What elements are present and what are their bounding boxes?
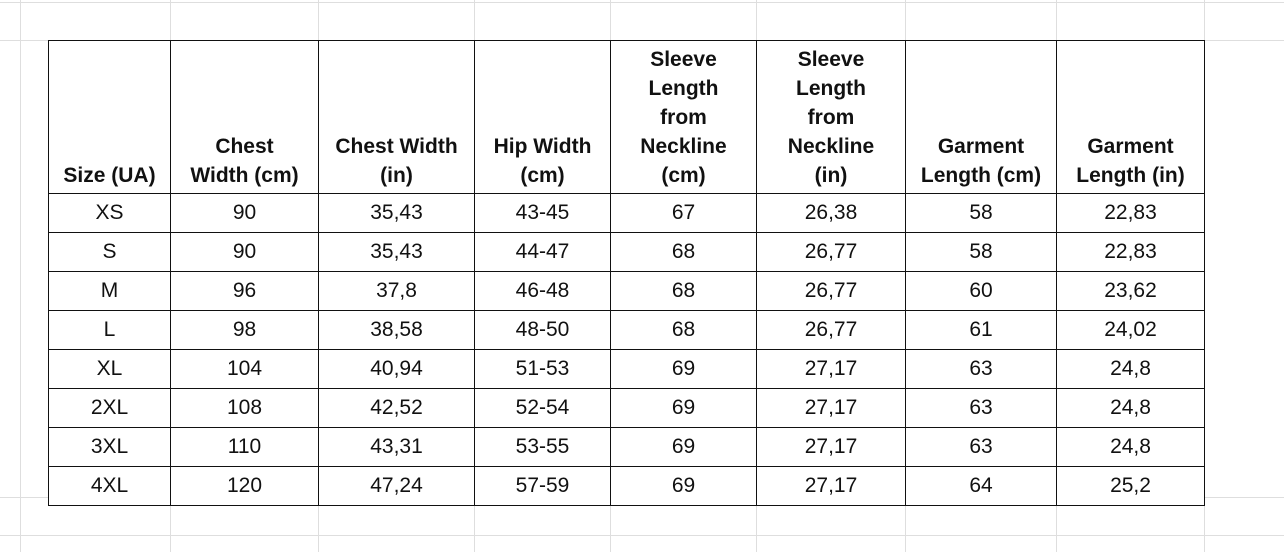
table-row	[49, 272, 1205, 311]
cell-hip-width-cm[interactable]: 52-54	[475, 389, 611, 428]
cell-sleeve-length-cm[interactable]: 69	[611, 350, 757, 389]
cell-size[interactable]: L	[49, 311, 171, 350]
table-row	[49, 350, 1205, 389]
cell-hip-width-cm[interactable]: 43-45	[475, 194, 611, 233]
cell-hip-width-cm[interactable]: 46-48	[475, 272, 611, 311]
cell-garment-length-in[interactable]: 25,2	[1057, 467, 1205, 506]
cell-sleeve-length-cm[interactable]: 68	[611, 272, 757, 311]
cell-garment-length-in[interactable]: 23,62	[1057, 272, 1205, 311]
cell-sleeve-length-in[interactable]: 26,77	[757, 272, 906, 311]
cell-sleeve-length-cm[interactable]: 69	[611, 467, 757, 506]
table-row	[49, 311, 1205, 350]
cell-sleeve-length-cm[interactable]: 69	[611, 428, 757, 467]
cell-chest-width-in[interactable]: 42,52	[319, 389, 475, 428]
header-hip-width-cm[interactable]: Hip Width (cm)	[475, 41, 611, 194]
cell-chest-width-in[interactable]: 47,24	[319, 467, 475, 506]
cell-chest-width-cm[interactable]: 96	[171, 272, 319, 311]
cell-garment-length-in[interactable]: 24,8	[1057, 389, 1205, 428]
cell-garment-length-cm[interactable]: 64	[906, 467, 1057, 506]
header-sleeve-length-in[interactable]: Sleeve Length from Neckline (in)	[757, 41, 906, 194]
table-row	[49, 194, 1205, 233]
header-chest-width-cm[interactable]: Chest Width (cm)	[171, 41, 319, 194]
cell-chest-width-cm[interactable]: 110	[171, 428, 319, 467]
cell-sleeve-length-in[interactable]: 26,77	[757, 311, 906, 350]
cell-sleeve-length-cm[interactable]: 67	[611, 194, 757, 233]
cell-garment-length-cm[interactable]: 61	[906, 311, 1057, 350]
cell-size[interactable]: XS	[49, 194, 171, 233]
cell-sleeve-length-cm[interactable]: 69	[611, 389, 757, 428]
cell-size[interactable]: 3XL	[49, 428, 171, 467]
header-row	[49, 41, 1205, 194]
cell-chest-width-in[interactable]: 40,94	[319, 350, 475, 389]
cell-size[interactable]: 4XL	[49, 467, 171, 506]
cell-sleeve-length-in[interactable]: 27,17	[757, 467, 906, 506]
cell-size[interactable]: XL	[49, 350, 171, 389]
cell-garment-length-cm[interactable]: 63	[906, 389, 1057, 428]
header-sleeve-length-cm[interactable]: Sleeve Length from Neckline (cm)	[611, 41, 757, 194]
cell-chest-width-in[interactable]: 35,43	[319, 194, 475, 233]
cell-garment-length-in[interactable]: 24,8	[1057, 428, 1205, 467]
cell-garment-length-in[interactable]: 22,83	[1057, 233, 1205, 272]
cell-hip-width-cm[interactable]: 53-55	[475, 428, 611, 467]
cell-garment-length-cm[interactable]: 58	[906, 233, 1057, 272]
cell-size[interactable]: 2XL	[49, 389, 171, 428]
cell-size[interactable]: S	[49, 233, 171, 272]
cell-garment-length-in[interactable]: 24,02	[1057, 311, 1205, 350]
header-garment-length-cm[interactable]: Garment Length (cm)	[906, 41, 1057, 194]
cell-size[interactable]: M	[49, 272, 171, 311]
cell-chest-width-in[interactable]: 38,58	[319, 311, 475, 350]
table-row	[49, 428, 1205, 467]
cell-garment-length-cm[interactable]: 58	[906, 194, 1057, 233]
header-size[interactable]: Size (UA)	[49, 41, 171, 194]
cell-hip-width-cm[interactable]: 51-53	[475, 350, 611, 389]
cell-garment-length-in[interactable]: 22,83	[1057, 194, 1205, 233]
cell-sleeve-length-in[interactable]: 27,17	[757, 389, 906, 428]
cell-hip-width-cm[interactable]: 48-50	[475, 311, 611, 350]
cell-sleeve-length-cm[interactable]: 68	[611, 233, 757, 272]
cell-chest-width-cm[interactable]: 98	[171, 311, 319, 350]
header-chest-width-in[interactable]: Chest Width (in)	[319, 41, 475, 194]
size-chart-table	[48, 40, 1205, 506]
table-row	[49, 467, 1205, 506]
table-row	[49, 389, 1205, 428]
cell-chest-width-cm[interactable]: 90	[171, 233, 319, 272]
cell-sleeve-length-cm[interactable]: 68	[611, 311, 757, 350]
cell-garment-length-in[interactable]: 24,8	[1057, 350, 1205, 389]
cell-garment-length-cm[interactable]: 60	[906, 272, 1057, 311]
cell-hip-width-cm[interactable]: 44-47	[475, 233, 611, 272]
cell-garment-length-cm[interactable]: 63	[906, 350, 1057, 389]
header-garment-length-in[interactable]: Garment Length (in)	[1057, 41, 1205, 194]
table-row	[49, 233, 1205, 272]
cell-sleeve-length-in[interactable]: 27,17	[757, 350, 906, 389]
cell-chest-width-in[interactable]: 43,31	[319, 428, 475, 467]
cell-garment-length-cm[interactable]: 63	[906, 428, 1057, 467]
cell-sleeve-length-in[interactable]: 27,17	[757, 428, 906, 467]
cell-chest-width-in[interactable]: 37,8	[319, 272, 475, 311]
cell-sleeve-length-in[interactable]: 26,38	[757, 194, 906, 233]
cell-hip-width-cm[interactable]: 57-59	[475, 467, 611, 506]
cell-chest-width-in[interactable]: 35,43	[319, 233, 475, 272]
table-body	[49, 194, 1205, 506]
cell-sleeve-length-in[interactable]: 26,77	[757, 233, 906, 272]
cell-chest-width-cm[interactable]: 108	[171, 389, 319, 428]
cell-chest-width-cm[interactable]: 120	[171, 467, 319, 506]
cell-chest-width-cm[interactable]: 104	[171, 350, 319, 389]
cell-chest-width-cm[interactable]: 90	[171, 194, 319, 233]
